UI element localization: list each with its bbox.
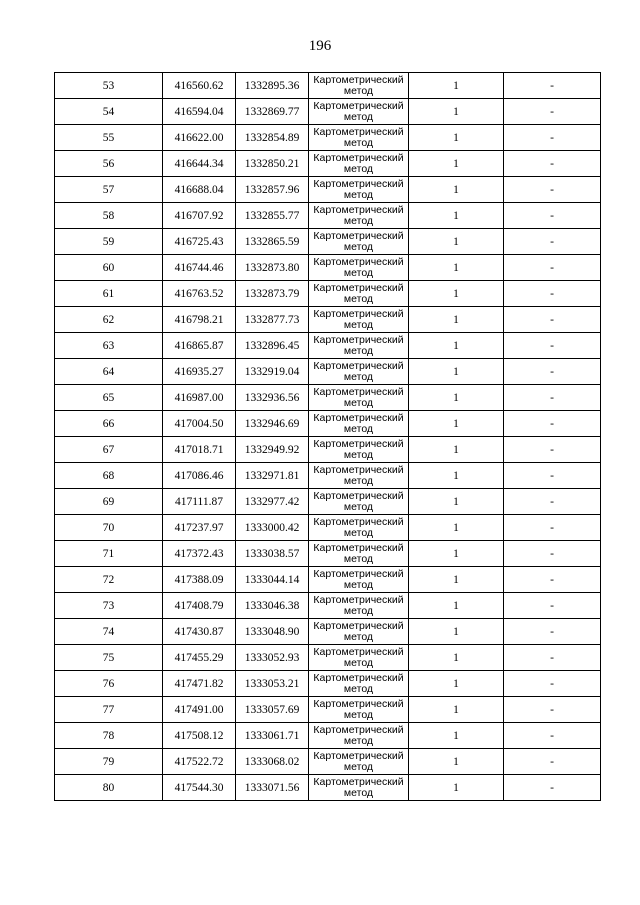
method-line-2: метод — [343, 604, 374, 617]
accuracy-cell: 1 — [409, 593, 504, 619]
x-coordinate-cell: 417491.00 — [163, 697, 236, 723]
note-cell: - — [504, 619, 601, 645]
point-number-cell: 57 — [55, 177, 163, 203]
y-coordinate-cell: 1333000.42 — [236, 515, 309, 541]
method-line-1: Картометрический — [313, 203, 404, 216]
x-coordinate-cell: 416744.46 — [163, 255, 236, 281]
x-coordinate-cell: 417111.87 — [163, 489, 236, 515]
method-cell — [309, 333, 409, 359]
method-line-1: Картометрический — [313, 73, 404, 86]
table-row — [55, 671, 601, 697]
point-number-cell: 60 — [55, 255, 163, 281]
method-line-1: Картометрический — [313, 99, 404, 112]
point-number-cell: 77 — [55, 697, 163, 723]
note-cell: - — [504, 671, 601, 697]
y-coordinate-cell: 1332857.96 — [236, 177, 309, 203]
method-cell — [309, 73, 409, 99]
table-row — [55, 463, 601, 489]
point-number-cell: 67 — [55, 437, 163, 463]
method-line-1: Картометрический — [313, 775, 404, 788]
x-coordinate-cell: 417455.29 — [163, 645, 236, 671]
accuracy-cell: 1 — [409, 125, 504, 151]
table-row — [55, 73, 601, 99]
table-row — [55, 203, 601, 229]
y-coordinate-cell: 1332855.77 — [236, 203, 309, 229]
method-line-2: метод — [343, 526, 374, 539]
method-line-1: Картометрический — [313, 307, 404, 320]
note-cell: - — [504, 489, 601, 515]
point-number-cell: 63 — [55, 333, 163, 359]
accuracy-cell: 1 — [409, 775, 504, 801]
method-cell — [309, 437, 409, 463]
method-line-1: Картометрический — [313, 593, 404, 606]
x-coordinate-cell: 416763.52 — [163, 281, 236, 307]
y-coordinate-cell: 1332873.80 — [236, 255, 309, 281]
method-line-2: метод — [343, 760, 374, 773]
y-coordinate-cell: 1332971.81 — [236, 463, 309, 489]
method-cell — [309, 125, 409, 151]
y-coordinate-cell: 1332977.42 — [236, 489, 309, 515]
method-cell — [309, 307, 409, 333]
note-cell: - — [504, 307, 601, 333]
method-line-1: Картометрический — [313, 645, 404, 658]
accuracy-cell: 1 — [409, 671, 504, 697]
method-cell — [309, 177, 409, 203]
x-coordinate-cell: 417471.82 — [163, 671, 236, 697]
point-number-cell: 55 — [55, 125, 163, 151]
note-cell: - — [504, 73, 601, 99]
method-cell — [309, 723, 409, 749]
note-cell: - — [504, 125, 601, 151]
x-coordinate-cell: 416707.92 — [163, 203, 236, 229]
y-coordinate-cell: 1332895.36 — [236, 73, 309, 99]
table-row — [55, 619, 601, 645]
accuracy-cell: 1 — [409, 749, 504, 775]
x-coordinate-cell: 416987.00 — [163, 385, 236, 411]
point-number-cell: 69 — [55, 489, 163, 515]
point-number-cell: 62 — [55, 307, 163, 333]
method-line-2: метод — [343, 344, 374, 357]
y-coordinate-cell: 1333038.57 — [236, 541, 309, 567]
accuracy-cell: 1 — [409, 489, 504, 515]
method-line-2: метод — [343, 110, 374, 123]
method-line-1: Картометрический — [313, 177, 404, 190]
table-row — [55, 411, 601, 437]
method-cell — [309, 255, 409, 281]
method-line-2: метод — [343, 422, 374, 435]
table-row — [55, 541, 601, 567]
method-line-2: метод — [343, 552, 374, 565]
method-line-2: метод — [343, 266, 374, 279]
point-number-cell: 72 — [55, 567, 163, 593]
point-number-cell: 71 — [55, 541, 163, 567]
point-number-cell: 75 — [55, 645, 163, 671]
method-cell — [309, 515, 409, 541]
page-number: 196 — [308, 38, 332, 54]
method-line-2: метод — [343, 500, 374, 513]
accuracy-cell: 1 — [409, 697, 504, 723]
method-line-1: Картометрический — [313, 411, 404, 424]
method-line-1: Картометрический — [313, 515, 404, 528]
method-line-1: Картометрический — [313, 151, 404, 164]
table-body — [55, 73, 601, 801]
y-coordinate-cell: 1332854.89 — [236, 125, 309, 151]
table-row — [55, 697, 601, 723]
method-cell — [309, 411, 409, 437]
x-coordinate-cell: 416935.27 — [163, 359, 236, 385]
point-number-cell: 65 — [55, 385, 163, 411]
y-coordinate-cell: 1332869.77 — [236, 99, 309, 125]
note-cell: - — [504, 99, 601, 125]
y-coordinate-cell: 1333061.71 — [236, 723, 309, 749]
method-line-1: Картометрический — [313, 541, 404, 554]
table-row — [55, 489, 601, 515]
point-number-cell: 78 — [55, 723, 163, 749]
note-cell: - — [504, 723, 601, 749]
method-cell — [309, 567, 409, 593]
accuracy-cell: 1 — [409, 151, 504, 177]
table-row — [55, 645, 601, 671]
method-cell — [309, 593, 409, 619]
accuracy-cell: 1 — [409, 385, 504, 411]
note-cell: - — [504, 541, 601, 567]
table-row — [55, 255, 601, 281]
y-coordinate-cell: 1333046.38 — [236, 593, 309, 619]
y-coordinate-cell: 1332936.56 — [236, 385, 309, 411]
method-cell — [309, 619, 409, 645]
method-cell — [309, 697, 409, 723]
method-line-1: Картометрический — [313, 255, 404, 268]
method-cell — [309, 749, 409, 775]
x-coordinate-cell: 417430.87 — [163, 619, 236, 645]
note-cell: - — [504, 385, 601, 411]
accuracy-cell: 1 — [409, 723, 504, 749]
method-cell — [309, 203, 409, 229]
x-coordinate-cell: 417372.43 — [163, 541, 236, 567]
note-cell: - — [504, 749, 601, 775]
note-cell: - — [504, 437, 601, 463]
method-line-1: Картометрический — [313, 697, 404, 710]
accuracy-cell: 1 — [409, 437, 504, 463]
point-number-cell: 66 — [55, 411, 163, 437]
x-coordinate-cell: 416688.04 — [163, 177, 236, 203]
method-line-1: Картометрический — [313, 671, 404, 684]
method-line-2: метод — [343, 630, 374, 643]
table-row — [55, 385, 601, 411]
point-number-cell: 58 — [55, 203, 163, 229]
method-cell — [309, 671, 409, 697]
method-cell — [309, 645, 409, 671]
accuracy-cell: 1 — [409, 619, 504, 645]
method-line-1: Картометрический — [313, 229, 404, 242]
accuracy-cell: 1 — [409, 307, 504, 333]
method-line-2: метод — [343, 370, 374, 383]
note-cell: - — [504, 281, 601, 307]
accuracy-cell: 1 — [409, 515, 504, 541]
note-cell: - — [504, 359, 601, 385]
method-line-2: метод — [343, 292, 374, 305]
y-coordinate-cell: 1332919.04 — [236, 359, 309, 385]
table-row — [55, 229, 601, 255]
table-row — [55, 749, 601, 775]
method-cell — [309, 775, 409, 801]
method-line-2: метод — [343, 656, 374, 669]
table-row — [55, 177, 601, 203]
table-row — [55, 151, 601, 177]
note-cell: - — [504, 697, 601, 723]
x-coordinate-cell: 417522.72 — [163, 749, 236, 775]
note-cell: - — [504, 151, 601, 177]
method-line-2: метод — [343, 240, 374, 253]
y-coordinate-cell: 1332873.79 — [236, 281, 309, 307]
method-line-2: метод — [343, 136, 374, 149]
accuracy-cell: 1 — [409, 411, 504, 437]
table-row — [55, 333, 601, 359]
note-cell: - — [504, 645, 601, 671]
method-line-2: метод — [343, 578, 374, 591]
table-row — [55, 359, 601, 385]
y-coordinate-cell: 1333057.69 — [236, 697, 309, 723]
method-line-1: Картометрический — [313, 359, 404, 372]
point-number-cell: 64 — [55, 359, 163, 385]
method-cell — [309, 489, 409, 515]
x-coordinate-cell: 417388.09 — [163, 567, 236, 593]
y-coordinate-cell: 1332946.69 — [236, 411, 309, 437]
x-coordinate-cell: 417408.79 — [163, 593, 236, 619]
method-line-1: Картометрический — [313, 333, 404, 346]
note-cell: - — [504, 203, 601, 229]
point-number-cell: 56 — [55, 151, 163, 177]
method-cell — [309, 229, 409, 255]
accuracy-cell: 1 — [409, 281, 504, 307]
table-row — [55, 567, 601, 593]
accuracy-cell: 1 — [409, 645, 504, 671]
note-cell: - — [504, 515, 601, 541]
method-line-1: Картометрический — [313, 489, 404, 502]
method-line-2: метод — [343, 396, 374, 409]
y-coordinate-cell: 1332877.73 — [236, 307, 309, 333]
table-row — [55, 723, 601, 749]
accuracy-cell: 1 — [409, 229, 504, 255]
method-cell — [309, 151, 409, 177]
note-cell: - — [504, 593, 601, 619]
x-coordinate-cell: 416622.00 — [163, 125, 236, 151]
point-number-cell: 54 — [55, 99, 163, 125]
x-coordinate-cell: 416865.87 — [163, 333, 236, 359]
method-line-2: метод — [343, 474, 374, 487]
point-number-cell: 61 — [55, 281, 163, 307]
y-coordinate-cell: 1333068.02 — [236, 749, 309, 775]
point-number-cell: 73 — [55, 593, 163, 619]
y-coordinate-cell: 1332865.59 — [236, 229, 309, 255]
point-number-cell: 74 — [55, 619, 163, 645]
x-coordinate-cell: 417004.50 — [163, 411, 236, 437]
table-row — [55, 99, 601, 125]
accuracy-cell: 1 — [409, 203, 504, 229]
method-line-1: Картометрический — [313, 567, 404, 580]
table-row — [55, 125, 601, 151]
method-line-1: Картометрический — [313, 437, 404, 450]
table-row — [55, 281, 601, 307]
note-cell: - — [504, 255, 601, 281]
method-line-2: метод — [343, 682, 374, 695]
table-row — [55, 775, 601, 801]
y-coordinate-cell: 1333044.14 — [236, 567, 309, 593]
method-line-1: Картометрический — [313, 385, 404, 398]
method-line-1: Картометрический — [313, 281, 404, 294]
accuracy-cell: 1 — [409, 177, 504, 203]
y-coordinate-cell: 1333071.56 — [236, 775, 309, 801]
method-line-2: метод — [343, 318, 374, 331]
point-number-cell: 70 — [55, 515, 163, 541]
note-cell: - — [504, 229, 601, 255]
note-cell: - — [504, 177, 601, 203]
table-row — [55, 307, 601, 333]
note-cell: - — [504, 463, 601, 489]
x-coordinate-cell: 416644.34 — [163, 151, 236, 177]
method-line-1: Картометрический — [313, 723, 404, 736]
note-cell: - — [504, 333, 601, 359]
x-coordinate-cell: 416725.43 — [163, 229, 236, 255]
point-number-cell: 68 — [55, 463, 163, 489]
method-cell — [309, 463, 409, 489]
accuracy-cell: 1 — [409, 333, 504, 359]
method-line-1: Картометрический — [313, 125, 404, 138]
method-line-2: метод — [343, 84, 374, 97]
table-row — [55, 593, 601, 619]
method-line-2: метод — [343, 214, 374, 227]
method-line-2: метод — [343, 162, 374, 175]
x-coordinate-cell: 417018.71 — [163, 437, 236, 463]
note-cell: - — [504, 567, 601, 593]
method-cell — [309, 385, 409, 411]
y-coordinate-cell: 1332850.21 — [236, 151, 309, 177]
x-coordinate-cell: 417237.97 — [163, 515, 236, 541]
method-line-1: Картометрический — [313, 619, 404, 632]
method-cell — [309, 359, 409, 385]
method-cell — [309, 281, 409, 307]
coordinates-table — [54, 72, 601, 801]
method-line-2: метод — [343, 448, 374, 461]
accuracy-cell: 1 — [409, 567, 504, 593]
point-number-cell: 79 — [55, 749, 163, 775]
method-line-1: Картометрический — [313, 463, 404, 476]
y-coordinate-cell: 1332896.45 — [236, 333, 309, 359]
y-coordinate-cell: 1332949.92 — [236, 437, 309, 463]
method-line-2: метод — [343, 188, 374, 201]
accuracy-cell: 1 — [409, 73, 504, 99]
table-row — [55, 515, 601, 541]
table-row — [55, 437, 601, 463]
y-coordinate-cell: 1333053.21 — [236, 671, 309, 697]
y-coordinate-cell: 1333048.90 — [236, 619, 309, 645]
method-line-1: Картометрический — [313, 749, 404, 762]
point-number-cell: 53 — [55, 73, 163, 99]
method-line-2: метод — [343, 734, 374, 747]
method-line-2: метод — [343, 708, 374, 721]
accuracy-cell: 1 — [409, 255, 504, 281]
method-cell — [309, 541, 409, 567]
x-coordinate-cell: 417544.30 — [163, 775, 236, 801]
accuracy-cell: 1 — [409, 541, 504, 567]
accuracy-cell: 1 — [409, 99, 504, 125]
x-coordinate-cell: 417086.46 — [163, 463, 236, 489]
point-number-cell: 80 — [55, 775, 163, 801]
point-number-cell: 76 — [55, 671, 163, 697]
x-coordinate-cell: 416594.04 — [163, 99, 236, 125]
y-coordinate-cell: 1333052.93 — [236, 645, 309, 671]
accuracy-cell: 1 — [409, 463, 504, 489]
x-coordinate-cell: 416560.62 — [163, 73, 236, 99]
accuracy-cell: 1 — [409, 359, 504, 385]
method-cell — [309, 99, 409, 125]
x-coordinate-cell: 417508.12 — [163, 723, 236, 749]
note-cell: - — [504, 775, 601, 801]
point-number-cell: 59 — [55, 229, 163, 255]
method-line-2: метод — [343, 786, 374, 799]
x-coordinate-cell: 416798.21 — [163, 307, 236, 333]
note-cell: - — [504, 411, 601, 437]
